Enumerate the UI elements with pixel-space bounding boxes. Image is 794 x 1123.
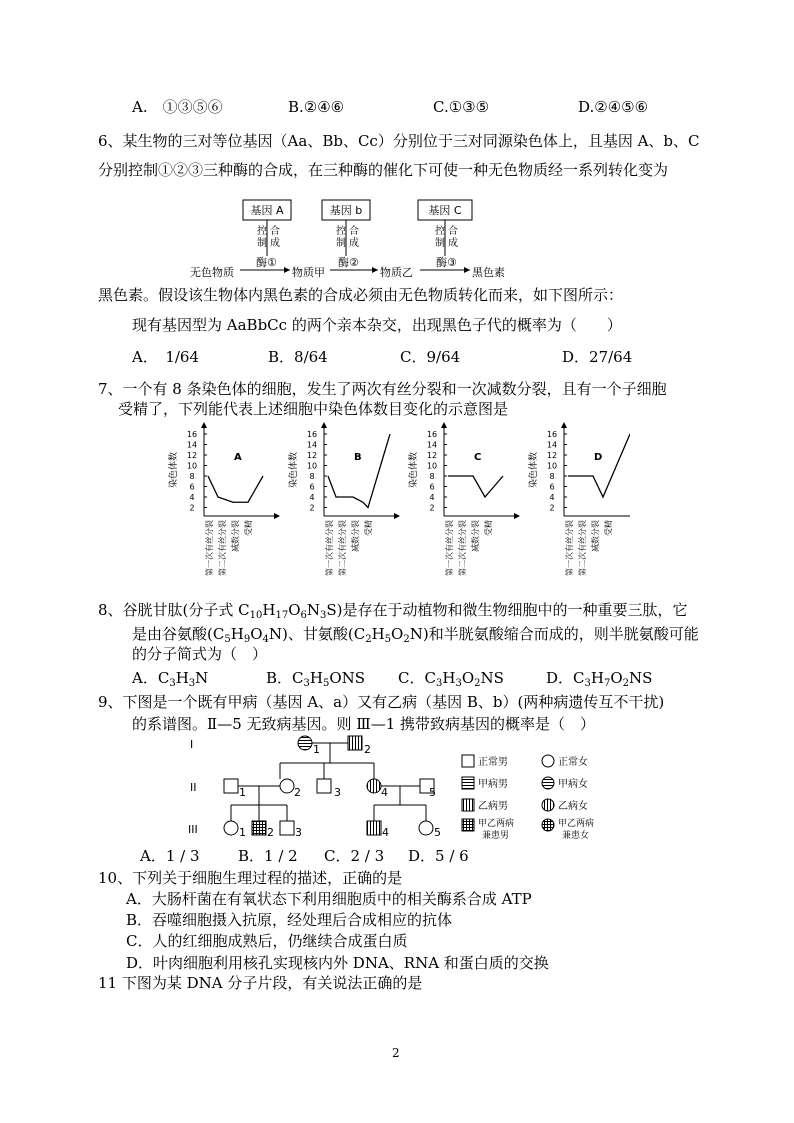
q7-line1: 7、一个有 8 条染色体的细胞，发生了两次有丝分裂和一次减数分裂，且有一个子细胞 xyxy=(98,380,667,398)
q5-option-a: A. ①③⑤⑥ xyxy=(132,98,223,116)
svg-text:兼患男: 兼患男 xyxy=(482,831,510,841)
male-normal xyxy=(317,779,331,793)
q8-line3: 的分子简式为（ ） xyxy=(132,645,268,663)
q9-option-a: A．1 / 3 xyxy=(140,847,200,865)
q5-option-d: D.②④⑤⑥ xyxy=(578,98,649,116)
control-char: 成 xyxy=(448,238,458,249)
svg-text:甲病男: 甲病男 xyxy=(478,779,508,790)
y-tick: 16 xyxy=(186,430,198,439)
y-tick: 10 xyxy=(426,461,438,471)
x-tick-label: 第一次有丝分裂 xyxy=(205,520,214,576)
y-tick: 2 xyxy=(429,503,435,513)
pedigree-chart xyxy=(186,733,626,845)
q8-option-d: D．$C_3H_7O_2NS$ xyxy=(546,669,653,689)
y-tick: 8 xyxy=(549,472,555,481)
y-tick: 12 xyxy=(426,451,438,460)
x-tick-label: 第二次有丝分裂 xyxy=(218,520,227,576)
y-tick: 16 xyxy=(426,430,438,439)
q8-line1: 8、谷胱甘肽(分子式 $C_{10}H_{17}O_6N_3S$)是存在于动植物和微生物细胞中的一种重要三肽，它 xyxy=(98,601,688,621)
gen-label: I xyxy=(190,738,194,751)
q6-line1: 6、某生物的三对等位基因（Aa、Bb、Cc）分别位于三对同源染色体上，且基因 A、b、C xyxy=(98,132,700,150)
q9-option-d: D．5 / 6 xyxy=(408,847,469,865)
x-tick-label: 减数分裂 xyxy=(351,520,360,552)
svg-text:2: 2 xyxy=(364,743,371,756)
control-char: 合 xyxy=(349,226,359,237)
male-disease-b xyxy=(367,821,381,835)
x-tick-label: 第二次有丝分裂 xyxy=(578,520,587,576)
q10-option-d: D．叶肉细胞利用核孔实现核内外 DNA、RNA 和蛋白质的交换 xyxy=(126,954,549,972)
y-tick: 12 xyxy=(186,451,198,460)
control-char: 控 xyxy=(435,226,445,237)
control-char: 成 xyxy=(270,238,280,249)
svg-text:正常女: 正常女 xyxy=(558,757,588,768)
pedigree-legend xyxy=(462,755,594,841)
y-tick: 6 xyxy=(309,482,315,492)
q6-option-b: B．8/64 xyxy=(268,348,328,366)
x-tick-label: 第一次有丝分裂 xyxy=(325,520,334,576)
svg-text:5: 5 xyxy=(434,826,441,839)
svg-text:甲乙两病: 甲乙两病 xyxy=(558,819,595,829)
svg-text:兼患女: 兼患女 xyxy=(562,831,590,841)
svg-text:乙病女: 乙病女 xyxy=(558,801,588,812)
male-normal xyxy=(224,779,238,793)
y-tick: 10 xyxy=(186,461,198,471)
y-tick: 14 xyxy=(186,440,198,450)
x-tick-label: 受精 xyxy=(604,520,613,536)
x-tick-label: 第二次有丝分裂 xyxy=(458,520,467,576)
y-tick: 8 xyxy=(309,472,315,481)
svg-text:3: 3 xyxy=(295,826,302,839)
control-char: 合 xyxy=(270,226,280,237)
q9-line2: 的系谱图。Ⅱ—5 无致病基因。则 Ⅲ—1 携带致病基因的概率是（ ） xyxy=(132,715,596,733)
chromosome-charts xyxy=(160,420,630,590)
series-line xyxy=(448,476,503,497)
y-tick: 4 xyxy=(549,493,555,502)
y-tick: 2 xyxy=(189,503,195,513)
control-char: 控 xyxy=(257,226,267,237)
y-tick: 2 xyxy=(309,503,315,513)
svg-text:5: 5 xyxy=(429,786,436,799)
svg-text:1: 1 xyxy=(239,826,246,839)
female-normal xyxy=(419,821,433,835)
q5-option-c: C.①③⑤ xyxy=(433,98,490,116)
x-tick-label: 第一次有丝分裂 xyxy=(445,520,454,576)
x-tick-label: 受精 xyxy=(244,520,253,536)
q6-line2: 分别控制①②③三种酶的合成，在三种酶的催化下可使一种无色物质经一系列转化变为 xyxy=(98,161,669,179)
q5-option-b: B.②④⑥ xyxy=(288,98,345,116)
gen-label: II xyxy=(190,781,197,794)
y-tick: 4 xyxy=(189,493,195,502)
panel-letter: D xyxy=(594,452,603,463)
x-tick-label: 减数分裂 xyxy=(471,520,480,552)
x-tick-label: 减数分裂 xyxy=(231,520,240,552)
control-char: 合 xyxy=(448,226,458,237)
y-tick: 12 xyxy=(306,451,318,460)
substance-jia: 物质甲 xyxy=(292,266,325,279)
female-disease-a xyxy=(298,736,312,750)
x-tick-label: 第一次有丝分裂 xyxy=(565,520,574,576)
q10-option-b: B．吞噬细胞摄入抗原，经处理后合成相应的抗体 xyxy=(126,911,453,929)
y-tick: 10 xyxy=(546,461,558,471)
enzyme-2: 酶② xyxy=(338,256,359,269)
y-tick: 14 xyxy=(546,440,558,450)
y-axis-label: 染色体数 xyxy=(409,451,419,489)
y-axis-label: 染色体数 xyxy=(169,451,179,489)
substance-yi: 物质乙 xyxy=(380,266,413,279)
q8-option-a: A．$C_3H_3N$ xyxy=(132,669,209,689)
q6-line4: 现有基因型为 AaBbCc 的两个亲本杂交，出现黑色子代的概率为（ ） xyxy=(132,316,622,334)
gene-c-label: 基因 C xyxy=(428,204,462,217)
y-tick: 4 xyxy=(309,493,315,502)
y-tick: 4 xyxy=(429,493,435,502)
panel-letter: A xyxy=(234,452,242,463)
male-disease-b xyxy=(348,736,362,750)
q6-option-d: D．27/64 xyxy=(562,348,633,366)
svg-text:4: 4 xyxy=(382,826,389,839)
control-char: 控 xyxy=(336,226,346,237)
y-tick: 8 xyxy=(189,472,195,481)
svg-text:甲病女: 甲病女 xyxy=(558,779,588,790)
panel-D xyxy=(527,422,630,576)
svg-text:1: 1 xyxy=(239,786,246,799)
x-tick-label: 减数分裂 xyxy=(591,520,600,552)
q6-option-a: A． 1/64 xyxy=(132,348,200,366)
q8-line2: 是由谷氨酸$(C_5H_9O_4N)$、甘氨酸$(C_2H_5O_2N)$和半胱氨酸缩合而成的，则半胱氨酸可能 xyxy=(132,625,699,645)
x-tick-label: 第二次有丝分裂 xyxy=(338,520,347,576)
q9-option-c: C．2 / 3 xyxy=(324,847,385,865)
control-char: 制 xyxy=(257,238,267,249)
series-line xyxy=(328,434,390,508)
gene-b-label: 基因 b xyxy=(329,204,363,217)
y-tick: 16 xyxy=(306,430,318,439)
y-tick: 12 xyxy=(546,451,558,460)
panel-A xyxy=(167,422,280,576)
svg-text:乙病男: 乙病男 xyxy=(478,801,508,812)
y-tick: 10 xyxy=(306,461,318,471)
panel-C xyxy=(407,422,520,576)
female-normal xyxy=(280,779,294,793)
svg-text:2: 2 xyxy=(267,826,274,839)
series-line xyxy=(208,476,263,502)
chromosome-panels xyxy=(160,420,630,590)
pathway-diagram xyxy=(180,196,520,282)
gene-a-label: 基因 A xyxy=(250,204,284,217)
enzyme-1: 酶① xyxy=(256,256,277,269)
svg-text:2: 2 xyxy=(294,786,301,799)
y-tick: 14 xyxy=(306,440,318,450)
q9-line1: 9、下图是一个既有甲病（基因 A、a）又有乙病（基因 B、b）(两种病遗传互不干扰) xyxy=(98,693,665,711)
panel-letter: B xyxy=(354,452,362,463)
page-number: 2 xyxy=(392,1046,400,1060)
q10-option-c: C．人的红细胞成熟后，仍继续合成蛋白质 xyxy=(126,932,408,950)
series-line xyxy=(568,434,630,497)
x-tick-label: 受精 xyxy=(484,520,493,536)
panel-letter: C xyxy=(474,452,482,463)
q6-line3: 黑色素。假设该生物体内黑色素的合成必须由无色物质转化而来，如下图所示： xyxy=(98,286,624,304)
substance-melanin: 黑色素 xyxy=(472,266,505,279)
panel-B xyxy=(287,422,400,576)
female-disease-b xyxy=(367,779,381,793)
control-char: 制 xyxy=(336,238,346,249)
q8-option-b: B．$C_3H_5ONS$ xyxy=(266,669,366,689)
y-tick: 6 xyxy=(429,482,435,492)
q11-title: 11 下图为某 DNA 分子片段，有关说法正确的是 xyxy=(98,974,423,992)
y-axis-label: 染色体数 xyxy=(529,451,539,489)
female-normal xyxy=(224,821,238,835)
svg-text:3: 3 xyxy=(334,786,341,799)
q6-option-c: C．9/64 xyxy=(400,348,461,366)
control-char: 成 xyxy=(349,238,359,249)
svg-text:正常男: 正常男 xyxy=(478,757,508,768)
y-tick: 2 xyxy=(549,503,555,513)
enzyme-3: 酶③ xyxy=(436,256,457,269)
male-normal xyxy=(280,821,294,835)
q8-option-c: C．$C_3H_3O_2NS$ xyxy=(398,669,504,689)
q10-title: 10、下列关于细胞生理过程的描述，正确的是 xyxy=(98,869,403,887)
y-tick: 14 xyxy=(426,440,438,450)
y-tick: 8 xyxy=(429,472,435,481)
y-axis-label: 染色体数 xyxy=(289,451,299,489)
male-both-diseases xyxy=(252,821,266,835)
svg-text:4: 4 xyxy=(381,786,388,799)
y-tick: 6 xyxy=(189,482,195,492)
control-char: 制 xyxy=(435,238,445,249)
y-tick: 6 xyxy=(549,482,555,492)
q10-option-a: A．大肠杆菌在有氧状态下利用细胞质中的相关酶系合成 ATP xyxy=(126,890,532,908)
svg-text:1: 1 xyxy=(313,743,320,756)
gen-label: III xyxy=(188,823,198,836)
x-tick-label: 受精 xyxy=(364,520,373,536)
svg-text:甲乙两病: 甲乙两病 xyxy=(478,819,515,829)
q7-line2: 受精了，下列能代表上述细胞中染色体数目变化的示意图是 xyxy=(118,400,509,418)
substance-colorless: 无色物质 xyxy=(190,266,234,279)
q9-option-b: B．1 / 2 xyxy=(238,847,298,865)
y-tick: 16 xyxy=(546,430,558,439)
